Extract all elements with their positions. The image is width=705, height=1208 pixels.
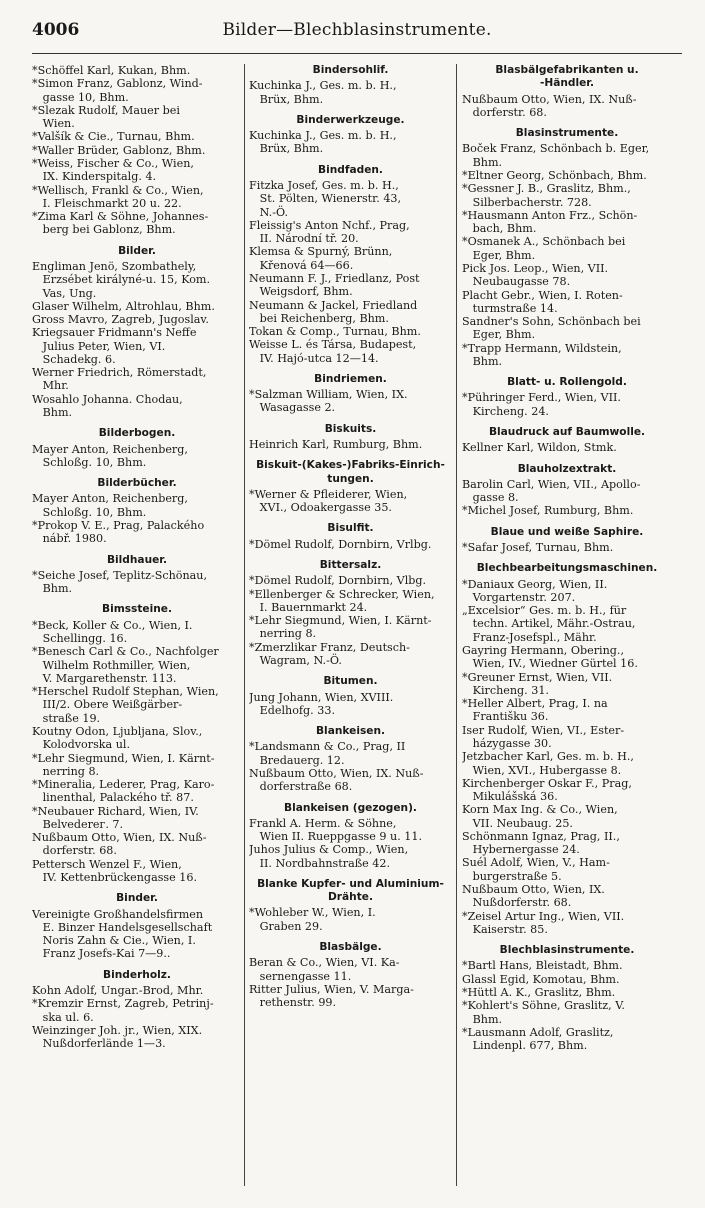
entry-line: „Excelsior“ Ges. m. b. H., für	[462, 604, 627, 618]
running-title: Bilder—Blechblasinstrumente.	[222, 20, 492, 40]
entry-line: Franz-Josefspl., Mähr.	[462, 630, 597, 644]
entry-line: Wien, XVI., Hubergasse 8.	[462, 763, 622, 777]
entry-line: Heinrich Karl, Rumburg, Bhm.	[249, 438, 423, 452]
entry-line: IV. Kettenbrückengasse 16.	[32, 871, 197, 885]
entry-line: *Michel Josef, Rumburg, Bhm.	[462, 504, 634, 518]
entry-line: bei Reichenberg, Bhm.	[249, 311, 389, 325]
entry-line: *Werner & Pfleiderer, Wien,	[249, 487, 408, 501]
entry-line: Glassl Egid, Komotau, Bhm.	[462, 972, 620, 986]
category-heading: Blauholzextrakt.	[517, 462, 617, 475]
entry-line: *Osmanek A., Schönbach bei	[462, 235, 626, 249]
entry-line: *Slezak Rudolf, Mauer bei	[32, 103, 180, 117]
entry-line: *Kremzir Ernst, Zagreb, Petrinj-	[32, 997, 214, 1011]
entry-line: Lindenpl. 677, Bhm.	[462, 1039, 588, 1053]
entry-line: Wasagasse 2.	[249, 401, 336, 415]
entry-line: Bhm.	[32, 582, 73, 596]
entry-line: Wosahlo Johanna. Chodau,	[32, 392, 183, 406]
category-heading: -Händler.	[539, 77, 595, 90]
entry-line: *Dömel Rudolf, Dornbirn, Vlbg.	[249, 574, 427, 588]
category-block	[249, 64, 452, 106]
entry-line: Františku 36.	[462, 710, 549, 724]
category-heading: Bindersohlif.	[312, 64, 389, 76]
category-block	[249, 725, 452, 793]
entry-line: Vorgartenstr. 207.	[462, 590, 576, 604]
entry-line: Kuchinka J., Ges. m. b. H.,	[249, 79, 397, 93]
page-number: 4006	[32, 20, 80, 40]
entry-line: dorferstraße 68.	[249, 780, 353, 794]
category-block	[249, 459, 452, 514]
entry-line: Sandner's Sohn, Schönbach bei	[462, 315, 641, 329]
entry-line: nerring 8.	[32, 764, 100, 778]
entry-line: *Benesch Carl & Co., Nachfolger	[32, 645, 219, 659]
entry-line: *Dömel Rudolf, Dornbirn, Vrlbg.	[249, 537, 432, 551]
entry-line: I. Bauernmarkt 24.	[249, 600, 368, 614]
category-heading: Blechbearbeitungsmaschinen.	[476, 562, 658, 575]
entry-line: burgerstraße 5.	[462, 869, 562, 883]
header-rule	[32, 53, 682, 54]
category-heading: Blatt- u. Rollengold.	[507, 376, 627, 389]
category-heading: Blaudruck auf Baumwolle.	[488, 426, 646, 439]
entry-line: Brüx, Bhm.	[249, 92, 324, 106]
category-block	[249, 559, 452, 667]
entry-line: St. Pölten, Wienerstr. 43,	[249, 192, 402, 206]
entry-line: Juhos Julius & Comp., Wien,	[249, 843, 409, 857]
entry-line: Franz Josefs-Kai 7—9..	[32, 947, 171, 961]
entry-line: *Hausmann Anton Frz., Schön-	[462, 208, 638, 222]
entry-line: Noris Zahn & Cie., Wien, I.	[32, 934, 196, 948]
entry-line: *Heller Albert, Prag, I. na	[462, 697, 608, 711]
entry-line: *Waller Brüder, Gablonz, Bhm.	[32, 143, 206, 157]
entry-line: Pettersch Wenzel F., Wien,	[32, 857, 182, 871]
category-block	[32, 603, 242, 884]
entry-line: Nußbaum Otto, Wien, IX. Nuß-	[462, 92, 637, 106]
entry-line: *Salzman William, Wien, IX.	[249, 388, 408, 402]
entry-line: *Seiche Josef, Teplitz-Schönau,	[32, 568, 208, 582]
entry-line: Wagram, N.-Ö.	[249, 653, 342, 667]
category-block	[249, 802, 452, 870]
entry-line: Nußbaum Otto, Wien, IX.	[462, 883, 605, 897]
category-heading: Biskuits.	[324, 422, 377, 435]
entry-line: ska ul. 6.	[32, 1010, 94, 1024]
category-block	[462, 376, 672, 418]
entry-line: Boček Franz, Schönbach b. Eger,	[462, 142, 650, 156]
column-divider	[456, 64, 457, 1186]
entry-line: Kellner Karl, Wildon, Stmk.	[462, 441, 617, 455]
column-divider	[244, 64, 245, 1186]
entry-line: Beran & Co., Wien, VI. Ka-	[249, 956, 400, 970]
entry-line: Pick Jos. Leop., Wien, VII.	[462, 261, 609, 275]
category-block	[32, 245, 242, 420]
category-heading: Binderholz.	[103, 968, 171, 981]
entry-line: *Zeisel Artur Ing., Wien, VII.	[462, 909, 625, 923]
entry-line: Mayer Anton, Reichenberg,	[32, 442, 188, 456]
entry-line: Eger, Bhm.	[462, 328, 536, 342]
category-block	[32, 64, 242, 237]
entry-line: Gross Mavro, Zagreb, Jugoslav.	[32, 313, 209, 327]
entry-line: *Kohlert's Söhne, Graslitz, V.	[462, 999, 625, 1013]
entry-line: Neumann & Jackel, Friedland	[249, 298, 418, 312]
entry-line: Korn Max Ing. & Co., Wien,	[462, 803, 618, 817]
entry-line: III/2. Obere Weißgärber-	[32, 698, 183, 712]
entry-line: Bhm.	[462, 155, 503, 169]
entry-line: Schönmann Ignaz, Prag, II.,	[462, 829, 620, 843]
entry-line: Bredauerg. 12.	[249, 753, 345, 767]
entry-line: Bhm.	[32, 406, 73, 420]
entry-line: Frankl A. Herm. & Söhne,	[249, 816, 397, 830]
entry-line: Mhr.	[32, 379, 69, 393]
entry-line: Nußdorferstr. 68.	[462, 896, 572, 910]
category-block	[462, 127, 672, 368]
category-heading: Bilderbücher.	[97, 477, 177, 490]
entry-line: *Trapp Hermann, Wildstein,	[462, 341, 622, 355]
entry-line: Wien II. Rueppgasse 9 u. 11.	[249, 830, 423, 844]
entry-line: házygasse 30.	[462, 736, 552, 750]
entry-line: Mikulášská 36.	[462, 790, 558, 804]
entry-line: Fitzka Josef, Ges. m. b. H.,	[249, 178, 399, 192]
entry-line: Neubaugasse 78.	[462, 275, 571, 289]
entry-line: Křenová 64—66.	[249, 258, 354, 272]
entry-line: Weinzinger Joh. jr., Wien, XIX.	[32, 1023, 203, 1037]
entry-line: *Neubauer Richard, Wien, IV.	[32, 804, 199, 818]
category-heading: Bitumen.	[323, 675, 378, 688]
entry-line: *Lehr Siegmund, Wien, I. Kärnt-	[32, 751, 215, 765]
entry-line: Kolodvorska ul.	[32, 738, 131, 752]
entry-line: V. Margarethenstr. 113.	[32, 671, 177, 685]
entry-line: gasse 8.	[462, 491, 519, 505]
category-block	[462, 944, 672, 1052]
entry-line: VII. Neubaug. 25.	[462, 816, 573, 830]
column-left	[32, 64, 242, 1200]
category-heading: Bildhauer.	[106, 553, 168, 566]
entry-line: Jetzbacher Karl, Ges. m. b. H.,	[462, 750, 634, 764]
column-right	[462, 64, 672, 1200]
entry-line: *Wohleber W., Wien, I.	[249, 906, 376, 920]
entry-line: IX. Kinderspitalg. 4.	[32, 170, 157, 184]
entry-line: II. Nordbahnstraße 42.	[249, 856, 390, 870]
entry-line: Nußdorferlände 1—3.	[32, 1037, 166, 1051]
column-middle	[249, 64, 452, 1200]
entry-line: Schloßg. 10, Bhm.	[32, 455, 147, 469]
category-heading: Blankeisen.	[315, 725, 386, 738]
entry-line: *Greuner Ernst, Wien, VII.	[462, 670, 613, 684]
category-heading: Drähte.	[328, 891, 373, 904]
entry-line: rethenstr. 99.	[249, 996, 337, 1010]
entry-line: dorferstr. 68.	[32, 844, 117, 858]
entry-line: *Zima Karl & Söhne, Johannes-	[32, 210, 209, 224]
entry-line: nábř. 1980.	[32, 532, 107, 546]
entry-line: Silberbacherstr. 728.	[462, 195, 592, 209]
entry-line: Iser Rudolf, Wien, VI., Ester-	[462, 723, 625, 737]
entry-line: dorferstr. 68.	[462, 105, 547, 119]
category-heading: Bittersalz.	[319, 559, 382, 571]
category-block	[462, 463, 672, 518]
entry-line: *Daniaux Georg, Wien, II.	[462, 577, 608, 591]
entry-line: Weisse L. és Társa, Budapest,	[249, 338, 417, 352]
category-block	[249, 941, 452, 1009]
entry-line: gasse 10, Bhm.	[32, 90, 129, 104]
entry-line: *Simon Franz, Gablonz, Wind-	[32, 77, 203, 91]
entry-line: *Lehr Siegmund, Wien, I. Kärnt-	[249, 614, 432, 628]
category-heading: Bilderbogen.	[98, 427, 176, 440]
entry-line: *Prokop V. E., Prag, Palackého	[32, 519, 205, 532]
entry-line: linenthal, Palackého tř. 87.	[32, 791, 194, 805]
entry-line: Vas, Ung.	[32, 286, 97, 300]
entry-line: Neumann F. J., Friedlanz, Post	[249, 271, 420, 285]
entry-line: turmstraße 14.	[462, 301, 558, 315]
entry-line: *Beck, Koller & Co., Wien, I.	[32, 618, 193, 632]
entry-line: N.-Ö.	[249, 205, 288, 219]
entry-line: *Herschel Rudolf Stephan, Wien,	[32, 685, 219, 699]
entry-line: Engliman Jenö, Szombathely,	[32, 259, 197, 273]
category-block	[249, 878, 452, 933]
category-block	[32, 477, 242, 545]
entry-line: Schellingg. 16.	[32, 631, 128, 645]
entry-line: Kaiserstr. 85.	[462, 922, 548, 936]
category-heading: Blasbälge.	[319, 941, 382, 954]
category-block	[462, 562, 672, 936]
category-block	[462, 526, 672, 555]
category-block	[32, 427, 242, 469]
category-block	[32, 892, 242, 960]
entry-line: Edelhofg. 33.	[249, 703, 335, 717]
entry-line: IV. Hajó-utca 12—14.	[249, 351, 379, 365]
category-block	[249, 373, 452, 415]
entry-line: techn. Artikel, Mähr.-Ostrau,	[462, 617, 636, 631]
entry-line: Julius Peter, Wien, VI.	[32, 339, 166, 353]
entry-line: Schloßg. 10, Bhm.	[32, 505, 147, 519]
category-heading: Biskuit-(Kakes-)Fabriks-Einrich-	[256, 459, 445, 472]
category-block	[249, 164, 452, 365]
entry-line: Belvederег. 7.	[32, 817, 124, 831]
entry-line: Graben 29.	[249, 919, 323, 933]
entry-line: Klemsa & Spurný, Brünn,	[249, 245, 393, 259]
category-heading: Blasbälgefabrikanten u.	[495, 64, 639, 76]
entry-line: *Pühringer Ferd., Wien, VII.	[462, 391, 621, 405]
category-block	[32, 554, 242, 596]
entry-line: XVI., Odoakergasse 35.	[249, 501, 392, 515]
category-heading: tungen.	[327, 472, 374, 485]
entry-line: Tokan & Comp., Turnau, Bhm.	[249, 325, 421, 339]
entry-line: Jung Johann, Wien, XVIII.	[249, 690, 394, 704]
entry-line: sernengasse 11.	[249, 969, 352, 983]
category-heading: Bisulfit.	[327, 522, 374, 535]
entry-line: nerring 8.	[249, 627, 317, 641]
entry-line: Brüx, Bhm.	[249, 142, 324, 156]
entry-line: Glaser Wilhelm, Altrohlau, Bhm.	[32, 299, 215, 313]
entry-line: *Hüttl A. K., Graslitz, Bhm.	[462, 986, 616, 999]
entry-line: Werner Friedrich, Römerstadt,	[32, 366, 207, 380]
entry-line: *Zmerzlikar Franz, Deutsch-	[249, 640, 410, 654]
entry-line: Koutny Odon, Ljubljana, Slov.,	[32, 724, 203, 738]
entry-line: *Landsmann & Co., Prag, II	[249, 740, 406, 754]
category-block	[249, 675, 452, 717]
entry-line: Gayring Hermann, Obering.,	[462, 643, 624, 657]
page-header	[32, 20, 682, 44]
entry-line: Kircheng. 31.	[462, 683, 549, 697]
entry-line: berg bei Gablonz, Bhm.	[32, 223, 176, 237]
entry-line: bach, Bhm.	[462, 222, 537, 236]
entry-line: *Mineralia, Lederer, Prag, Karo-	[32, 778, 215, 792]
entry-line: straße 19.	[32, 711, 101, 725]
entry-line: II. Národní tř. 20.	[249, 232, 359, 246]
category-block	[32, 969, 242, 1051]
entry-line: Kriegsauer Fridmann's Neffe	[32, 326, 197, 340]
entry-line: Weigsdorf, Bhm.	[249, 285, 353, 299]
entry-line: Wilhelm Rothmiller, Wien,	[32, 658, 191, 672]
entry-line: *Lausmann Adolf, Graslitz,	[462, 1025, 614, 1039]
entry-line: Fleissig's Anton Nchf., Prag,	[249, 218, 410, 232]
entry-line: Eger, Bhm.	[462, 248, 536, 262]
entry-line: Kuchinka J., Ges. m. b. H.,	[249, 129, 397, 143]
category-block	[249, 114, 452, 156]
entry-line: *Weiss, Fischer & Co., Wien,	[32, 156, 194, 170]
entry-line: E. Binzer Handelsgesellschaft	[32, 920, 213, 934]
category-heading: Bimssteine.	[102, 603, 172, 616]
category-heading: Bindfaden.	[318, 163, 383, 176]
entry-line: Kirchenberger Oskar F., Prag,	[462, 776, 632, 790]
entry-line: Mayer Anton, Reichenberg,	[32, 492, 188, 506]
entry-line: *Ellenberger & Schrecker, Wien,	[249, 587, 435, 601]
category-block	[462, 426, 672, 455]
entry-line: Schadekg. 6.	[32, 352, 116, 366]
entry-line: Suél Adolf, Wien, V., Ham-	[462, 856, 610, 870]
category-block	[462, 64, 672, 119]
category-block	[249, 522, 452, 551]
entry-line: Placht Gebr., Wien, I. Roten-	[462, 288, 623, 302]
entry-line: Nußbaum Otto, Wien, IX. Nuß-	[32, 831, 207, 845]
entry-line: Bhm.	[462, 1012, 503, 1026]
entry-line: Nußbaum Otto, Wien, IX. Nuß-	[249, 766, 424, 780]
entry-line: Kircheng. 24.	[462, 404, 549, 418]
category-heading: Bilder.	[118, 244, 156, 257]
entry-line: *Safar Josef, Turnau, Bhm.	[462, 541, 614, 554]
entry-line: I. Fleischmarkt 20 u. 22.	[32, 196, 182, 210]
category-heading: Binder.	[116, 892, 158, 905]
category-heading: Blechblasinstrumente.	[499, 944, 635, 957]
entry-line: Wien.	[32, 117, 75, 131]
category-heading: Blanke Kupfer- und Aluminium-	[257, 877, 444, 890]
entry-line: Erzsébet királyné-u. 15, Kom.	[32, 273, 211, 287]
entry-line: *Valšík & Cie., Turnau, Bhm.	[32, 130, 195, 144]
category-heading: Bindriemen.	[314, 372, 387, 385]
entry-line: *Schöffel Karl, Kukan, Bhm.	[32, 64, 191, 77]
entry-line: *Wellisch, Frankl & Co., Wien,	[32, 183, 204, 197]
entry-line: Kohn Adolf, Ungar.-Brod, Mhr.	[32, 984, 204, 997]
entry-line: Barolin Carl, Wien, VII., Apollo-	[462, 477, 641, 491]
entry-line: *Eltner Georg, Schönbach, Bhm.	[462, 168, 647, 182]
entry-line: *Bartl Hans, Bleistadt, Bhm.	[462, 959, 623, 973]
category-heading: Binderwerkzeuge.	[296, 113, 405, 126]
category-heading: Blasinstrumente.	[515, 127, 619, 140]
category-heading: Blankeisen (gezogen).	[284, 801, 417, 814]
entry-line: Hybernergasse 24.	[462, 843, 580, 857]
entry-line: *Gessner J. B., Graslitz, Bhm.,	[462, 182, 631, 196]
category-block	[249, 423, 452, 452]
entry-line: Vereinigte Großhandelsfirmen	[32, 907, 204, 921]
entry-line: Wien, IV., Wiedner Gürtel 16.	[462, 657, 638, 671]
entry-line: Ritter Julius, Wien, V. Marga-	[249, 982, 414, 996]
category-heading: Blaue und weiße Saphire.	[490, 525, 644, 538]
entry-line: Bhm.	[462, 354, 503, 368]
